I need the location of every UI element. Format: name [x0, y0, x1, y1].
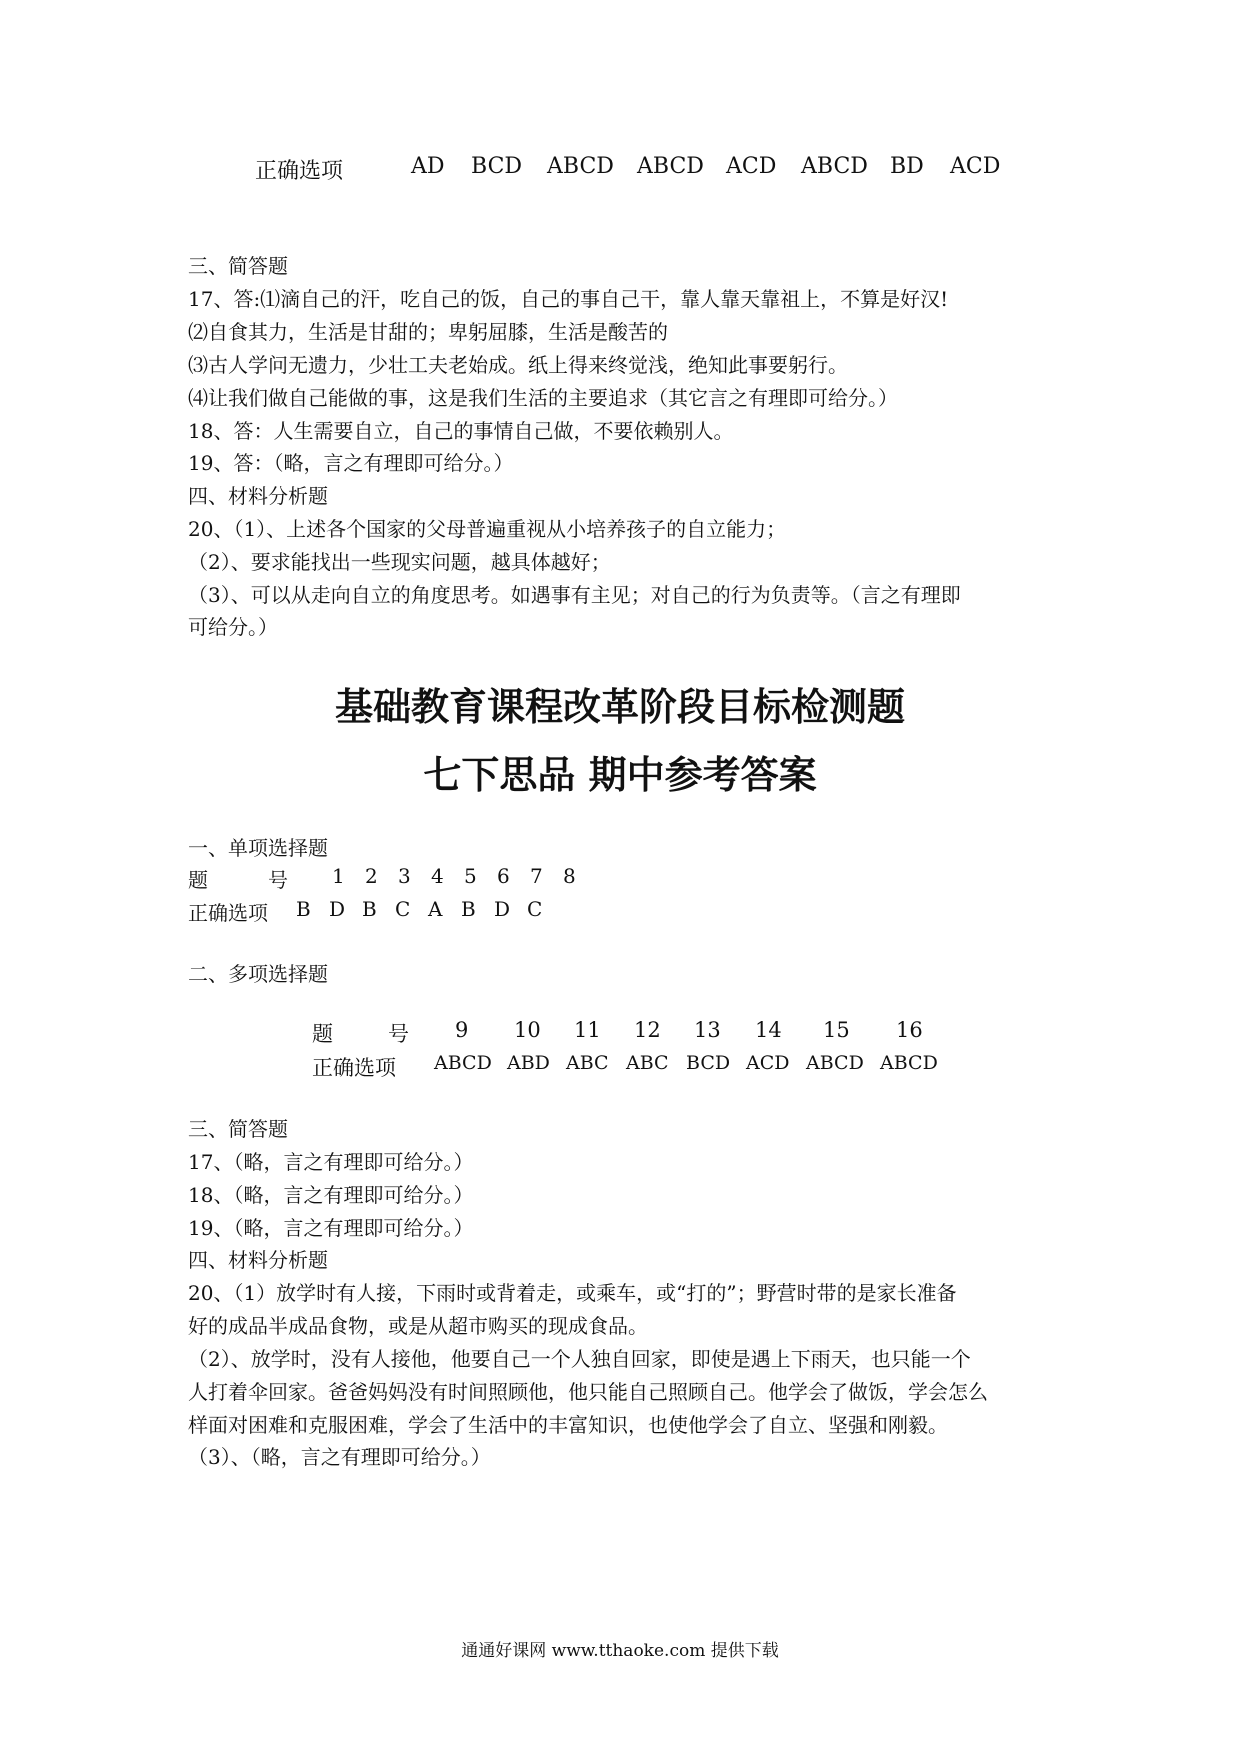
answer-line: 17、答:⑴滴自己的汗，吃自己的饭，自己的事自己干，靠人靠天靠祖上，不算是好汉!: [188, 287, 949, 311]
answer-cell: ABCD: [547, 154, 614, 179]
answer-line: （2）、放学时，没有人接他，他要自己一个人独自回家，即使是遇上下雨天，也只能一个: [188, 1347, 971, 1371]
number-row-label: 号: [388, 1022, 409, 1046]
answer-cell: B: [296, 897, 311, 921]
answer-line: 好的成品半成品食物，或是从超市购买的现成食品。: [188, 1314, 648, 1338]
answer-line: ⑵自食其力，生活是甘甜的；卑躬屈膝，生活是酸苦的: [188, 320, 668, 344]
answer-line: 样面对困难和克服困难，学会了生活中的丰富知识，也使他学会了自立、坚强和刚毅。: [188, 1413, 948, 1437]
number-cell: 13: [694, 1018, 721, 1042]
number-cell: 4: [431, 864, 444, 888]
answer-row-label: 正确选项: [255, 159, 344, 184]
number-cell: 8: [563, 864, 576, 888]
section-heading: 四、材料分析题: [188, 484, 328, 508]
answer-cell: ABC: [626, 1052, 669, 1074]
number-cell: 5: [464, 864, 477, 888]
number-cell: 15: [823, 1018, 850, 1042]
number-cell: 2: [365, 864, 378, 888]
section-heading: 三、简答题: [188, 254, 288, 278]
answer-cell: C: [527, 897, 543, 921]
answer-cell: AD: [411, 154, 445, 179]
answer-cell: ABCD: [434, 1052, 492, 1074]
section-heading: 三、简答题: [188, 1117, 288, 1141]
answer-line: 20、（1）放学时有人接，下雨时或背着走，或乘车，或“打的”；野营时带的是家长准备: [188, 1281, 957, 1305]
number-row-label: 题 号: [188, 868, 288, 892]
answer-line: ⑷让我们做自己能做的事，这是我们生活的主要追求（其它言之有理即可给分。）: [188, 386, 898, 410]
answer-line: （3）、可以从走向自立的角度思考。如遇事有主见；对自己的行为负责等。（言之有理即: [188, 583, 961, 607]
number-cell: 7: [530, 864, 543, 888]
number-cell: 14: [755, 1018, 782, 1042]
number-cell: 1: [332, 864, 345, 888]
section-heading: 一、单项选择题: [188, 836, 328, 860]
page-footer: 通通好课网 www.tthaoke.com 提供下载: [461, 1641, 779, 1661]
section-heading: 二、多项选择题: [188, 962, 328, 986]
answer-line: 19、答：（略，言之有理即可给分。）: [188, 451, 514, 475]
answer-line: 17、（略，言之有理即可给分。）: [188, 1150, 474, 1174]
answer-cell: B: [461, 897, 476, 921]
answer-cell: ACD: [950, 154, 1001, 179]
answer-line: 人打着伞回家。爸爸妈妈没有时间照顾他，他只能自己照顾自己。他学会了做饭，学会怎么: [188, 1380, 988, 1404]
answer-line: 20、（1）、上述各个国家的父母普遍重视从小培养孩子的自立能力；: [188, 517, 787, 541]
number-cell: 10: [514, 1018, 541, 1042]
answer-line: 18、（略，言之有理即可给分。）: [188, 1183, 474, 1207]
answer-cell: BCD: [686, 1052, 731, 1074]
answer-cell: ACD: [726, 154, 777, 179]
answer-cell: ABCD: [637, 154, 704, 179]
answer-cell: D: [494, 897, 511, 921]
answer-line: 可给分。）: [188, 615, 278, 639]
number-cell: 16: [896, 1018, 923, 1042]
document-subtitle: 七下思品 期中参考答案: [423, 753, 817, 797]
number-cell: 12: [634, 1018, 661, 1042]
answer-cell: ABC: [566, 1052, 609, 1074]
number-cell: 3: [398, 864, 411, 888]
answer-row-label: 正确选项: [188, 901, 268, 925]
answer-cell: D: [329, 897, 346, 921]
answer-line: 18、答：人生需要自立，自己的事情自己做，不要依赖别人。: [188, 419, 734, 443]
number-cell: 9: [455, 1018, 469, 1042]
answer-cell: C: [395, 897, 411, 921]
number-cell: 11: [574, 1018, 601, 1042]
answer-line: （2）、要求能找出一些现实问题，越具体越好；: [188, 550, 611, 574]
answer-cell: A: [428, 897, 443, 921]
document-title: 基础教育课程改革阶段目标检测题: [334, 685, 905, 729]
section-heading: 四、材料分析题: [188, 1248, 328, 1272]
number-cell: 6: [497, 864, 510, 888]
answer-line: ⑶古人学问无遗力，少壮工夫老始成。纸上得来终觉浅，绝知此事要躬行。: [188, 353, 848, 377]
answer-cell: ABCD: [880, 1052, 938, 1074]
answer-cell: BCD: [471, 154, 523, 179]
answer-cell: ABD: [507, 1052, 550, 1074]
answer-cell: ABCD: [801, 154, 868, 179]
answer-cell: B: [362, 897, 377, 921]
answer-cell: BD: [890, 154, 924, 179]
answer-line: 19、（略，言之有理即可给分。）: [188, 1216, 474, 1240]
answer-row-label: 正确选项: [312, 1056, 396, 1080]
answer-cell: ABCD: [806, 1052, 864, 1074]
answer-cell: ACD: [746, 1052, 790, 1074]
number-row-label: 题: [312, 1022, 333, 1046]
answer-line: （3）、（略，言之有理即可给分。）: [188, 1445, 491, 1469]
